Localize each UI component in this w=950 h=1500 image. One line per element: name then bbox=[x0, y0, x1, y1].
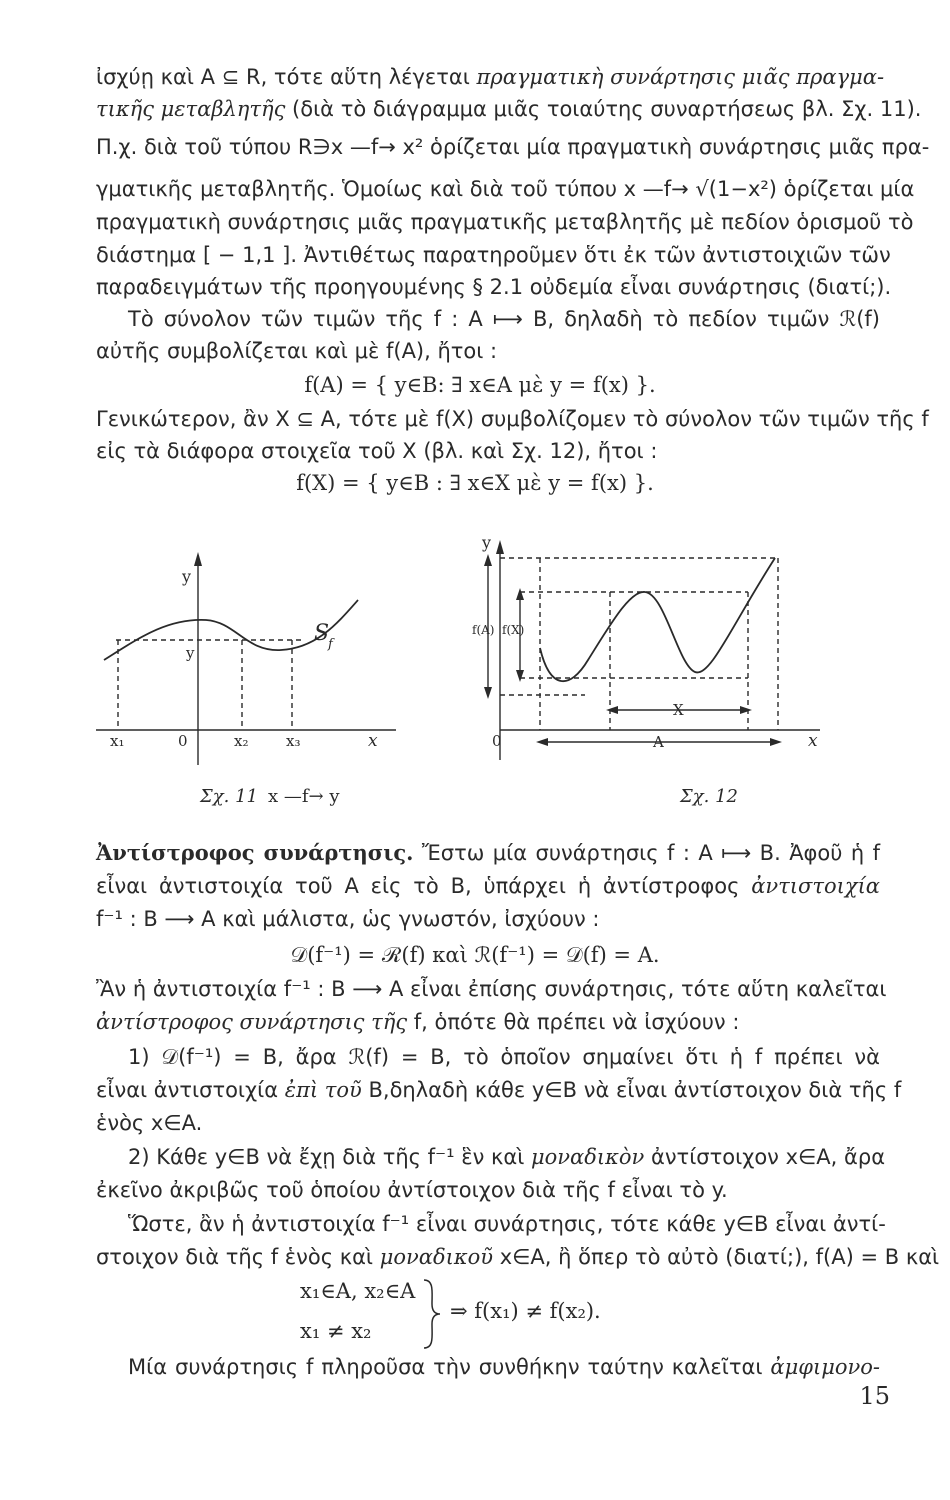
right-brace bbox=[420, 1278, 444, 1350]
fig12-fA-label: f(A) bbox=[472, 623, 495, 637]
text-line: Ἀντίστροφος συνάρτησις. Ἔστω μία συνάρτησις f : A ⟼ B. Ἀφοῦ ἡ f bbox=[96, 840, 880, 865]
fig12-A-label: A bbox=[653, 733, 664, 751]
fig11-curve-sub: f bbox=[328, 637, 333, 652]
text-line: εἰς τὰ διάφορα στοιχεῖα τοῦ X (βλ. καὶ Σχ. 12), ἤτοι : bbox=[96, 439, 658, 463]
text-line: τικῆς μεταβλητῆς (διὰ τὸ διάγραμμα μιᾶς τοιαύτης συναρτήσεως βλ. Σχ. 11). bbox=[96, 97, 922, 121]
fig11-origin: 0 bbox=[178, 732, 188, 750]
text-line: ἐκεῖνο ἀκριβῶς τοῦ ὁποίου ἀντίστοιχον διὰ τῆς f εἶναι τὸ y. bbox=[96, 1178, 728, 1202]
implication: ⇒ f(x₁) ≠ f(x₂). bbox=[450, 1299, 601, 1323]
fig11-x1: x₁ bbox=[110, 732, 125, 750]
figure-12 bbox=[470, 530, 840, 770]
text-line: 2) Κάθε y∈B νὰ ἔχῃ διὰ τῆς f⁻¹ ἓν καὶ μοναδικὸν ἀντίστοιχον x∈A, ἄρα bbox=[128, 1145, 886, 1169]
fig12-x-label: x bbox=[808, 731, 818, 751]
curve-f bbox=[540, 558, 775, 681]
text-line: Τὸ σύνολον τῶν τιμῶν τῆς f : A ⟼ B, δηλαδὴ τὸ πεδίον τιμῶν ℛ(f) bbox=[128, 307, 880, 331]
text-line: Γενικώτερον, ἂν X ⊆ A, τότε μὲ f(X) συμβολίζομεν τὸ σύνολον τῶν τιμῶν τῆς f bbox=[96, 407, 929, 431]
brace-top: x₁∈A, x₂∈A bbox=[300, 1279, 416, 1303]
figure-11 bbox=[96, 540, 416, 780]
text-line: στοιχον διὰ τῆς f ἑνὸς καὶ μοναδικοῦ x∈A, ἢ ὅπερ τὸ αὐτὸ (διατί;), f(A) = B καὶ bbox=[96, 1245, 940, 1269]
text-line: εἶναι ἀντιστοιχία ἐπὶ τοῦ B,δηλαδὴ κάθε y∈B νὰ εἶναι ἀντίστοιχον διὰ τῆς f bbox=[96, 1078, 902, 1102]
section-heading: Ἀντίστροφος συνάρτησις. bbox=[96, 840, 414, 865]
formula-fA: f(A) = { y∈B: ∃ x∈A μὲ y = f(x) }. bbox=[304, 373, 656, 397]
text-line: f⁻¹ : B ⟶ A καὶ μάλιστα, ὡς γνωστόν, ἰσχύουν : bbox=[96, 907, 600, 931]
fig11-x3: x₃ bbox=[286, 732, 301, 750]
text-line: Π.χ. διὰ τοῦ τύπου R∋x —f→ x² ὁρίζεται μία πραγματικὴ συνάρτησις μιᾶς πρα- bbox=[96, 135, 930, 159]
text-line: αὐτῆς συμβολίζεται καὶ μὲ f(A), ἤτοι : bbox=[96, 339, 498, 363]
fig12-y-label: y bbox=[482, 533, 492, 552]
text-line: διάστημα [ − 1,1 ]. Ἀντιθέτως παρατηροῦμεν ὅτι ἐκ τῶν ἀντιστοιχιῶν τῶν bbox=[96, 243, 891, 267]
text-line: ἑνὸς x∈A. bbox=[96, 1111, 203, 1135]
text-line: ἰσχύῃ καὶ A ⊆ R, τότε αὕτη λέγεται πραγματικὴ συνάρτησις μιᾶς πραγμα- bbox=[96, 65, 885, 89]
fig11-y-level: y bbox=[186, 644, 195, 662]
text-line: ἀντίστροφος συνάρτησις τῆς f, ὁπότε θὰ πρέπει νὰ ἰσχύουν : bbox=[96, 1010, 740, 1034]
fig11-y-label: y bbox=[182, 567, 192, 586]
brace-bottom: x₁ ≠ x₂ bbox=[300, 1319, 372, 1343]
text-line: 1) 𝒟(f⁻¹) = B, ἄρα ℛ(f) = B, τὸ ὁποῖον σημαίνει ὅτι ἡ f πρέπει νὰ bbox=[128, 1045, 880, 1069]
text-line: παραδειγμάτων τῆς προηγουμένης § 2.1 οὐδεμία εἶναι συνάρτησις (διατί;). bbox=[96, 275, 892, 299]
text-line: Μία συνάρτησις f πληροῦσα τὴν συνθήκην ταύτην καλεῖται ἀμφιμονο- bbox=[128, 1355, 880, 1379]
fig12-X-label: X bbox=[673, 701, 684, 719]
fig12-caption: Σχ. 12 bbox=[680, 786, 738, 807]
text-line: Ἂν ἡ ἀντιστοιχία f⁻¹ : B ⟶ A εἶναι ἐπίσης συνάρτησις, τότε αὕτη καλεῖται bbox=[96, 977, 887, 1001]
text-line: εἶναι ἀντιστοιχία τοῦ A εἰς τὸ B, ὑπάρχει ἡ ἀντίστροφος ἀντιστοιχία bbox=[96, 874, 880, 898]
page-number: 15 bbox=[859, 1382, 890, 1410]
formula-fX: f(X) = { y∈B : ∃ x∈X μὲ y = f(x) }. bbox=[296, 471, 654, 495]
fig12-origin: 0 bbox=[492, 732, 502, 750]
text-line: πραγματικὴ συνάρτησις μιᾶς πραγματικῆς μεταβλητῆς μὲ πεδίον ὁρισμοῦ τὸ bbox=[96, 210, 914, 234]
fig11-caption: Σχ. 11 bbox=[200, 786, 258, 807]
fig11-x2: x₂ bbox=[234, 732, 249, 750]
fig11-x-label: x bbox=[368, 731, 378, 751]
fig11-curve-label: S bbox=[314, 621, 330, 646]
fig12-fX-label: f(X) bbox=[502, 623, 525, 637]
formula-domains: 𝒟(f⁻¹) = ℛ(f) καὶ ℛ(f⁻¹) = 𝒟(f) = A. bbox=[290, 943, 660, 967]
text-line: γματικῆς μεταβλητῆς. Ὁμοίως καὶ διὰ τοῦ τύπου x —f→ √(1−x²) ὁρίζεται μία bbox=[96, 177, 915, 201]
fig11-mapping: x —f→ y bbox=[268, 786, 340, 807]
text-line: Ὥστε, ἂν ἡ ἀντιστοιχία f⁻¹ εἶναι συνάρτησις, τότε κάθε y∈B εἶναι ἀντί- bbox=[128, 1212, 886, 1236]
